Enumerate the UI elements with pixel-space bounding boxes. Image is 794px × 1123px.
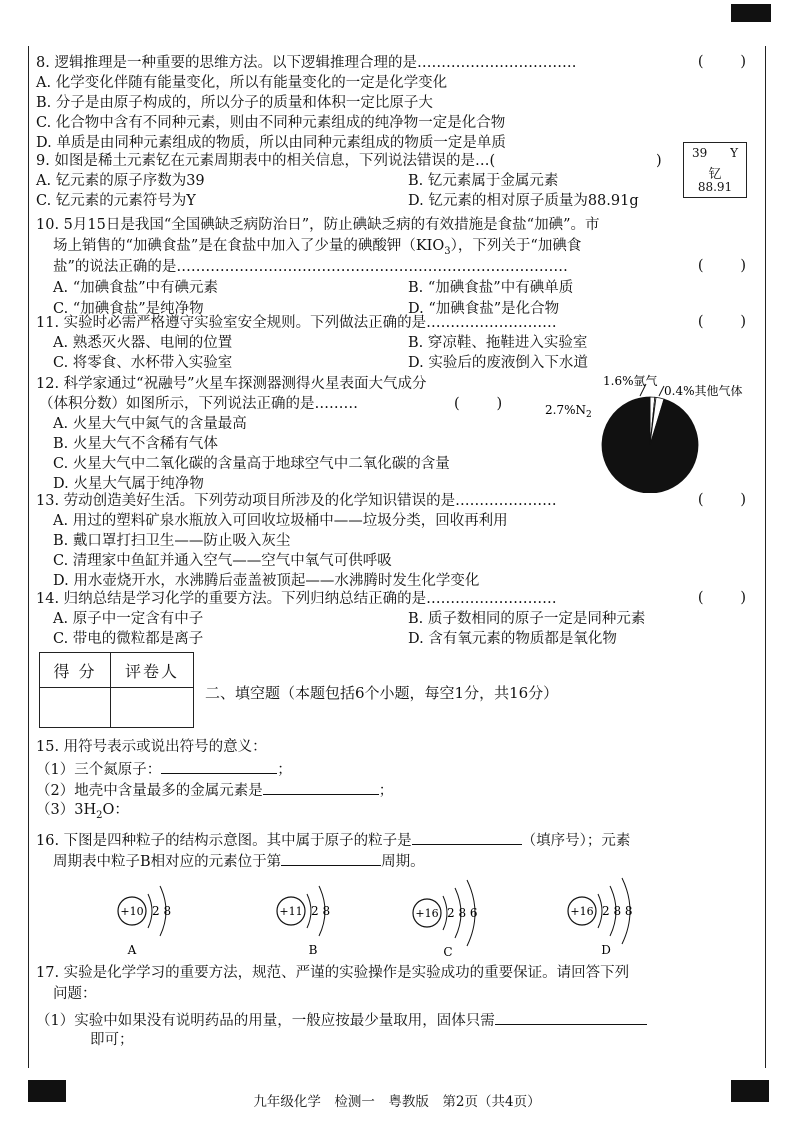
particle-d [568, 878, 633, 957]
svg-text:2 8 6: 2 8 6 [447, 906, 478, 920]
svg-text:D: D [601, 943, 611, 957]
q14-stem: 14. 归纳总结是学习化学的重要方法。下列归纳总结正确的是……………………… [36, 591, 557, 607]
particle-c [413, 880, 478, 959]
q11-option-c: C. 将零食、水杯带入实验室 [53, 355, 233, 371]
q9-option-b: B. 钇元素属于金属元素 [408, 173, 559, 189]
pie-label-other: 0.4%其他气体 [664, 384, 743, 398]
q16-line-2: 周期表中粒子B相对应的元素位于第 周期。 [53, 851, 425, 872]
q16-blank-1[interactable] [412, 830, 522, 845]
q14-option-c: C. 带电的微粒都是离子 [53, 631, 204, 647]
q15-stem: 15. 用符号表示或说出符号的意义： [36, 739, 267, 755]
particle-b [277, 886, 330, 957]
q14-answer-paren[interactable]: ( ) [697, 590, 746, 606]
svg-text:+10: +10 [120, 905, 144, 918]
svg-text:2 8: 2 8 [311, 904, 331, 918]
q14-option-a: A. 原子中一定含有中子 [53, 611, 204, 627]
q8-answer-paren[interactable]: ( ) [697, 54, 746, 70]
q11-option-d: D. 实验后的废液倒入下水道 [408, 355, 588, 371]
q15-blank-2[interactable] [263, 780, 379, 795]
q8-stem: 8. 逻辑推理是一种重要的思维方法。以下逻辑推理合理的是…………………………… [36, 55, 577, 71]
q12-option-a: A. 火星大气中氮气的含量最高 [53, 416, 247, 432]
particle-structure-diagrams [100, 868, 660, 960]
svg-text:+16: +16 [415, 907, 439, 920]
pie-label-nitrogen: $2.7\%N_2$ [545, 403, 592, 420]
svg-text:2 8 8: 2 8 8 [602, 904, 633, 918]
q9-option-a: A. 钇元素的原子序数为39 [36, 173, 205, 189]
section-2-title: 二、填空题（本题包括6个小题，每空1分，共16分） [205, 684, 559, 702]
mars-atmosphere-pie-chart [540, 368, 765, 493]
q14-option-b: B. 质子数相同的原子一定是同种元素 [408, 611, 646, 627]
q15-blank-1[interactable] [161, 759, 277, 774]
q10-line-2: 场上销售的“加碘食盐”是在食盐中加入了少量的碘酸钾$(KIO_3)$，下列关于“加碘食 [53, 238, 582, 257]
q10-option-b: B. “加碘食盐”中有碘单质 [408, 280, 574, 296]
q10-line-3: 盐”的说法正确的是……………………………………………………………………… [53, 259, 568, 275]
q16-blank-2[interactable] [281, 851, 381, 866]
q13-option-d: D. 用水壶烧开水，水沸腾后壶盖被顶起——水沸腾时发生化学变化 [53, 573, 480, 589]
svg-text:2 8: 2 8 [152, 904, 172, 918]
q13-option-c: C. 清理家中鱼缸并通入空气——空气中氧气可供呼吸 [53, 553, 392, 569]
q12-option-d: D. 火星大气属于纯净物 [53, 476, 204, 492]
q9-paren-close: ) [656, 153, 662, 169]
q10-option-d: D. “加碘食盐”是化合物 [408, 301, 560, 317]
q11-answer-paren[interactable]: ( ) [697, 314, 746, 330]
q13-option-b: B. 戴口罩打扫卫生——防止吸入灰尘 [53, 533, 291, 549]
svg-text:B: B [308, 943, 318, 957]
q15-sub-1: （1）三个氮原子： ； [36, 759, 292, 780]
q8-option-d: D. 单质是由同种元素组成的物质，所以由同种元素组成的物质一定是单质 [36, 135, 506, 151]
q12-option-b: B. 火星大气不含稀有气体 [53, 436, 218, 452]
q12-line-2: （体积分数）如图所示，下列说法正确的是……… [39, 396, 358, 412]
score-cell[interactable] [40, 688, 111, 728]
element-symbol: Y [730, 146, 738, 160]
q11-stem: 11. 实验时必需严格遵守实验室安全规则。下列做法正确的是……………………… [36, 315, 557, 331]
q17-sub-1: （1）实验中如果没有说明药品的用量，一般应按最少量取用，固体只需 [36, 1010, 647, 1031]
q9-option-d: D. 钇元素的相对原子质量为88.91g [408, 193, 639, 209]
q9-stem: 9. 如图是稀土元素钇在元素周期表中的相关信息，下列说法错误的是…( [36, 153, 496, 169]
q14-option-d: D. 含有氧元素的物质都是氧化物 [408, 631, 617, 647]
grader-cell[interactable] [111, 688, 194, 728]
q17-blank-1[interactable] [495, 1010, 647, 1025]
svg-text:+11: +11 [279, 905, 303, 918]
score-table [39, 652, 194, 728]
q13-answer-paren[interactable]: ( ) [697, 492, 746, 508]
q10-answer-paren[interactable]: ( ) [697, 258, 746, 274]
element-number: 39 [692, 146, 708, 160]
q11-option-b: B. 穿凉鞋、拖鞋进入实验室 [408, 335, 588, 351]
q10-option-a: A. “加碘食盐”中有碘元素 [53, 280, 219, 296]
svg-text:C: C [443, 945, 453, 959]
grader-header: 评卷人 [111, 653, 194, 688]
q15-sub-2: （2）地壳中含量最多的金属元素是 ； [36, 780, 393, 801]
element-mass: 88.91 [697, 180, 733, 194]
svg-text:+16: +16 [570, 905, 594, 918]
page-footer: 九年级化学 检测一 粤教版 第2页（共4页） [253, 1094, 541, 1110]
score-header: 得 分 [40, 653, 111, 688]
q12-answer-paren[interactable]: ( ) [454, 396, 503, 412]
q16-line-1: 16. 下图是四种粒子的结构示意图。其中属于原子的粒子是 （填序号）；元素 [36, 830, 630, 851]
pie-slice-co2 [602, 397, 698, 493]
q13-stem: 13. 劳动创造美好生活。下列劳动项目所涉及的化学知识错误的是………………… [36, 493, 557, 509]
q17-sub-1-cont: 即可； [90, 1032, 134, 1048]
q10-line-1: 10. 5月15日是我国“全国碘缺乏病防治日”，防止碘缺乏病的有效措施是食盐“加碘”。市 [36, 217, 600, 233]
q8-option-c: C. 化合物中含有不同种元素，则由不同种元素组成的纯净物一定是化合物 [36, 115, 506, 131]
q8-option-a: A. 化学变化伴随有能量变化，所以有能量变化的一定是化学变化 [36, 75, 448, 91]
q12-option-c: C. 火星大气中二氧化碳的含量高于地球空气中二氧化碳的含量 [53, 456, 450, 472]
q17-line-2: 问题： [53, 986, 97, 1002]
q15-sub-3: $(3)3H_2O$： [36, 802, 129, 821]
q13-option-a: A. 用过的塑料矿泉水瓶放入可回收垃圾桶中——垃圾分类，回收再利用 [53, 513, 508, 529]
q9-option-c: C. 钇元素的元素符号为Y [36, 193, 196, 209]
q12-line-1: 12. 科学家通过“祝融号”火星车探测器测得火星表面大气成分 [36, 376, 427, 392]
pie-label-argon: 1.6%氩气 [603, 374, 658, 388]
q10-option-c: C. “加碘食盐”是纯净物 [53, 301, 204, 317]
q11-option-a: A. 熟悉灭火器、电闸的位置 [53, 335, 233, 351]
q17-line-1: 17. 实验是化学学习的重要方法，规范、严谨的实验操作是实验成功的重要保证。请回答下列 [36, 965, 630, 981]
particle-a [118, 886, 171, 957]
corner-mark-top-right [731, 4, 771, 22]
element-card-yttrium [683, 142, 747, 198]
q8-option-b: B. 分子是由原子构成的，所以分子的质量和体积一定比原子大 [36, 95, 433, 111]
element-name: 钇 [708, 167, 722, 182]
svg-text:A: A [127, 943, 137, 957]
